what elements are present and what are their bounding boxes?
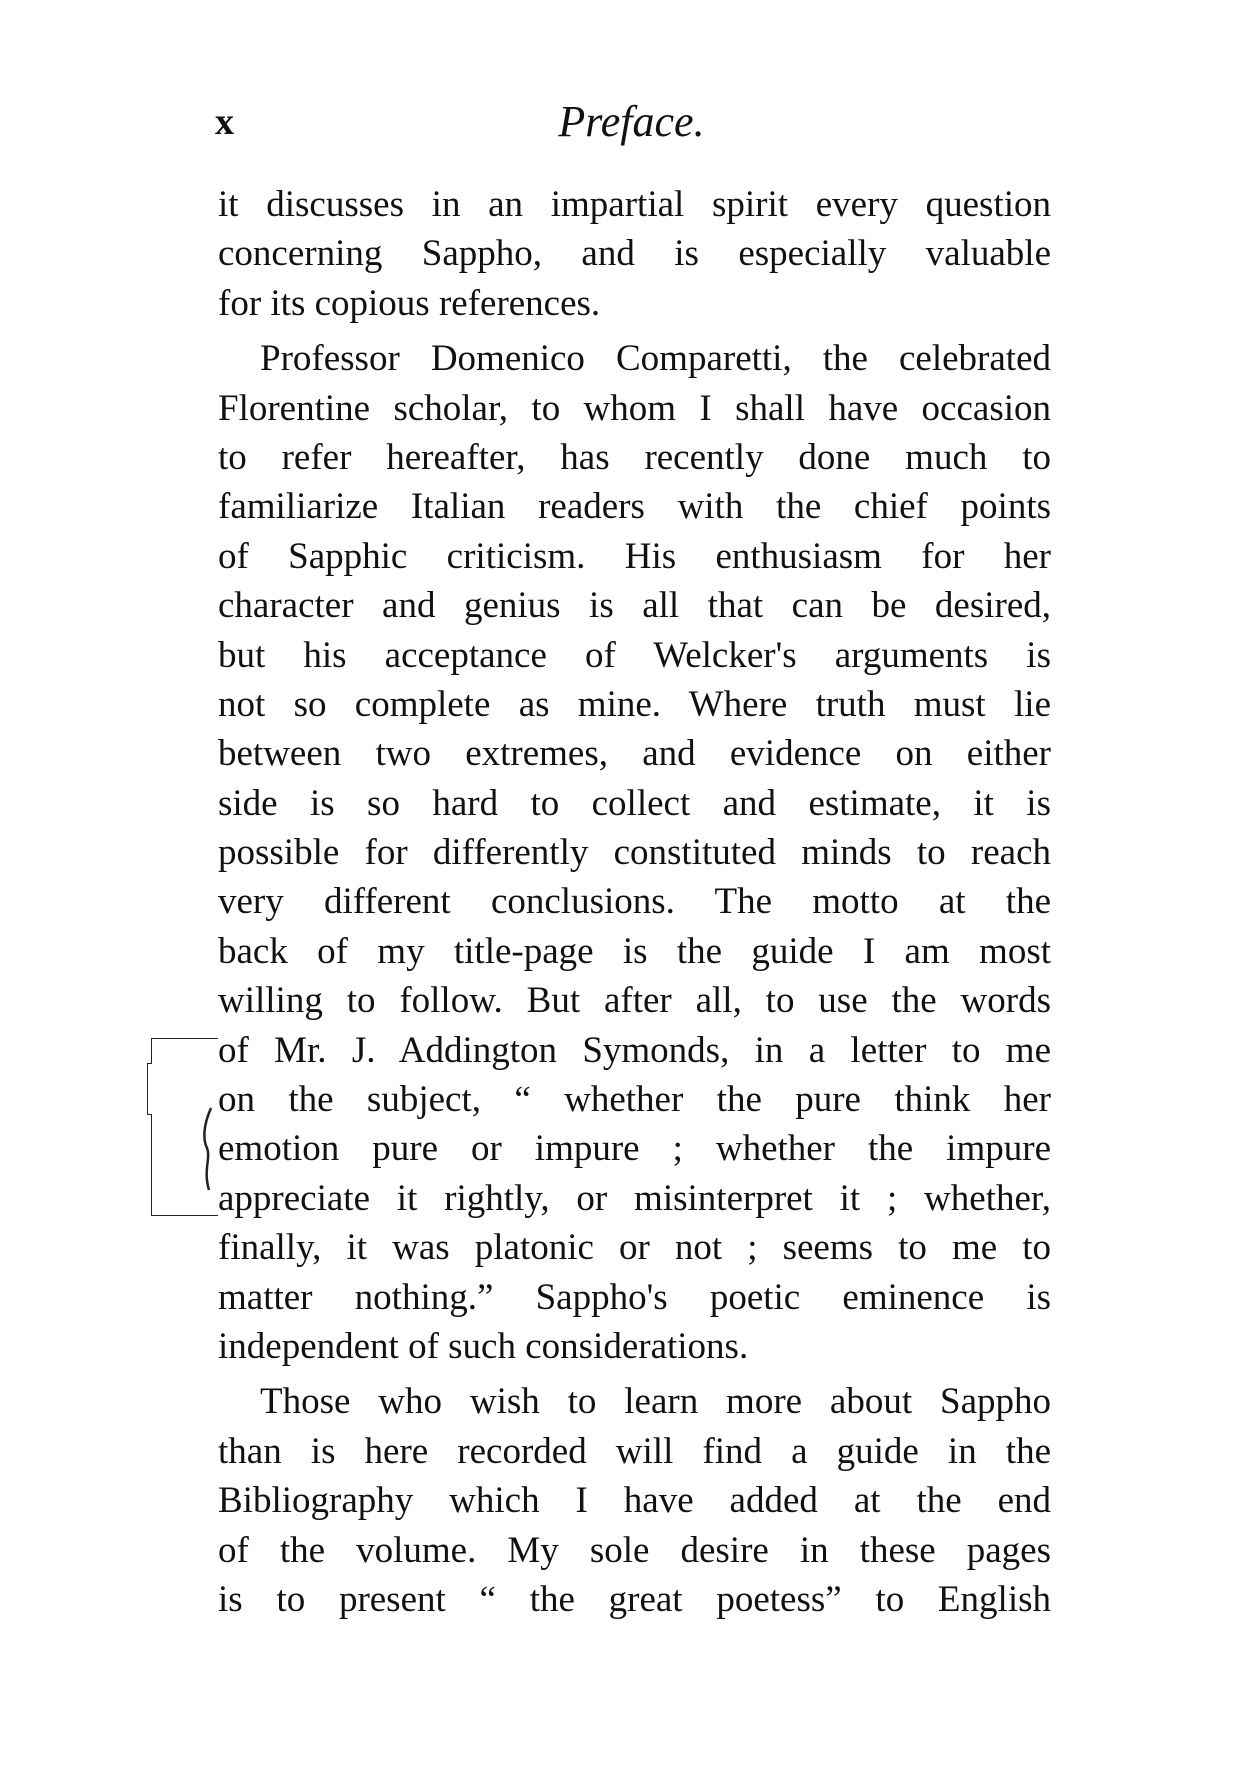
text-line: Florentine scholar, to whom I shall have occasion: [218, 387, 1051, 429]
body-text: [218, 180, 1051, 1624]
text-line: of Mr. J. Addington Symonds, in a letter to me: [218, 1029, 1051, 1071]
text-line: to refer hereafter, has recently done much to: [218, 436, 1051, 478]
text-line: emotion pure or impure ; whether the impure: [218, 1128, 1051, 1170]
text-line: independent of such considerations.: [218, 1325, 749, 1367]
text-line: it discusses in an impartial spirit every question: [218, 184, 1051, 225]
text-line: possible for differently constituted minds to reach: [218, 832, 1051, 874]
page-header: [215, 92, 1048, 152]
margin-mark-tab: [147, 1063, 152, 1115]
text-line: between two extremes, and evidence on either: [218, 733, 1051, 775]
text-line: concerning Sappho, and is especially valuable: [218, 233, 1051, 275]
text-line: appreciate it rightly, or misinterpret it ; whether,: [218, 1177, 1051, 1219]
text-line: for its copious references.: [218, 282, 601, 324]
margin-bracket-icon: [199, 1106, 215, 1192]
text-line: Bibliography which I have added at the end: [218, 1480, 1051, 1522]
text-line: finally, it was platonic or not ; seems to me to: [218, 1227, 1051, 1269]
text-line: Those who wish to learn more about Sappho: [260, 1381, 1051, 1423]
page-number: x: [215, 101, 234, 143]
text-line: character and genius is all that can be desired,: [218, 585, 1051, 627]
text-line: of the volume. My sole desire in these pages: [218, 1529, 1051, 1571]
text-line: but his acceptance of Welcker's arguments is: [218, 634, 1051, 676]
text-line: of Sapphic criticism. His enthusiasm for her: [218, 535, 1051, 577]
text-line: side is so hard to collect and estimate, it is: [218, 782, 1051, 824]
text-line: matter nothing.” Sappho's poetic eminence is: [218, 1276, 1051, 1318]
text-line: Professor Domenico Comparetti, the celebrated: [260, 338, 1051, 380]
text-line: willing to follow. But after all, to use the words: [218, 980, 1051, 1022]
paragraph-3: [218, 1377, 1051, 1624]
text-line: familiarize Italian readers with the chief points: [218, 486, 1051, 528]
text-line: back of my title-page is the guide I am most: [218, 930, 1051, 972]
text-line: than is here recorded will find a guide in the: [218, 1430, 1051, 1472]
text-line: on the subject, “ whether the pure think her: [218, 1079, 1051, 1121]
running-head: Preface.: [558, 97, 705, 146]
paragraph-1: [218, 180, 1051, 328]
paragraph-2: [218, 334, 1051, 1371]
text-line: is to present “ the great poetess” to English: [218, 1578, 1051, 1620]
text-line: not so complete as mine. Where truth must lie: [218, 683, 1051, 725]
text-line: very different conclusions. The motto at the: [218, 881, 1051, 923]
